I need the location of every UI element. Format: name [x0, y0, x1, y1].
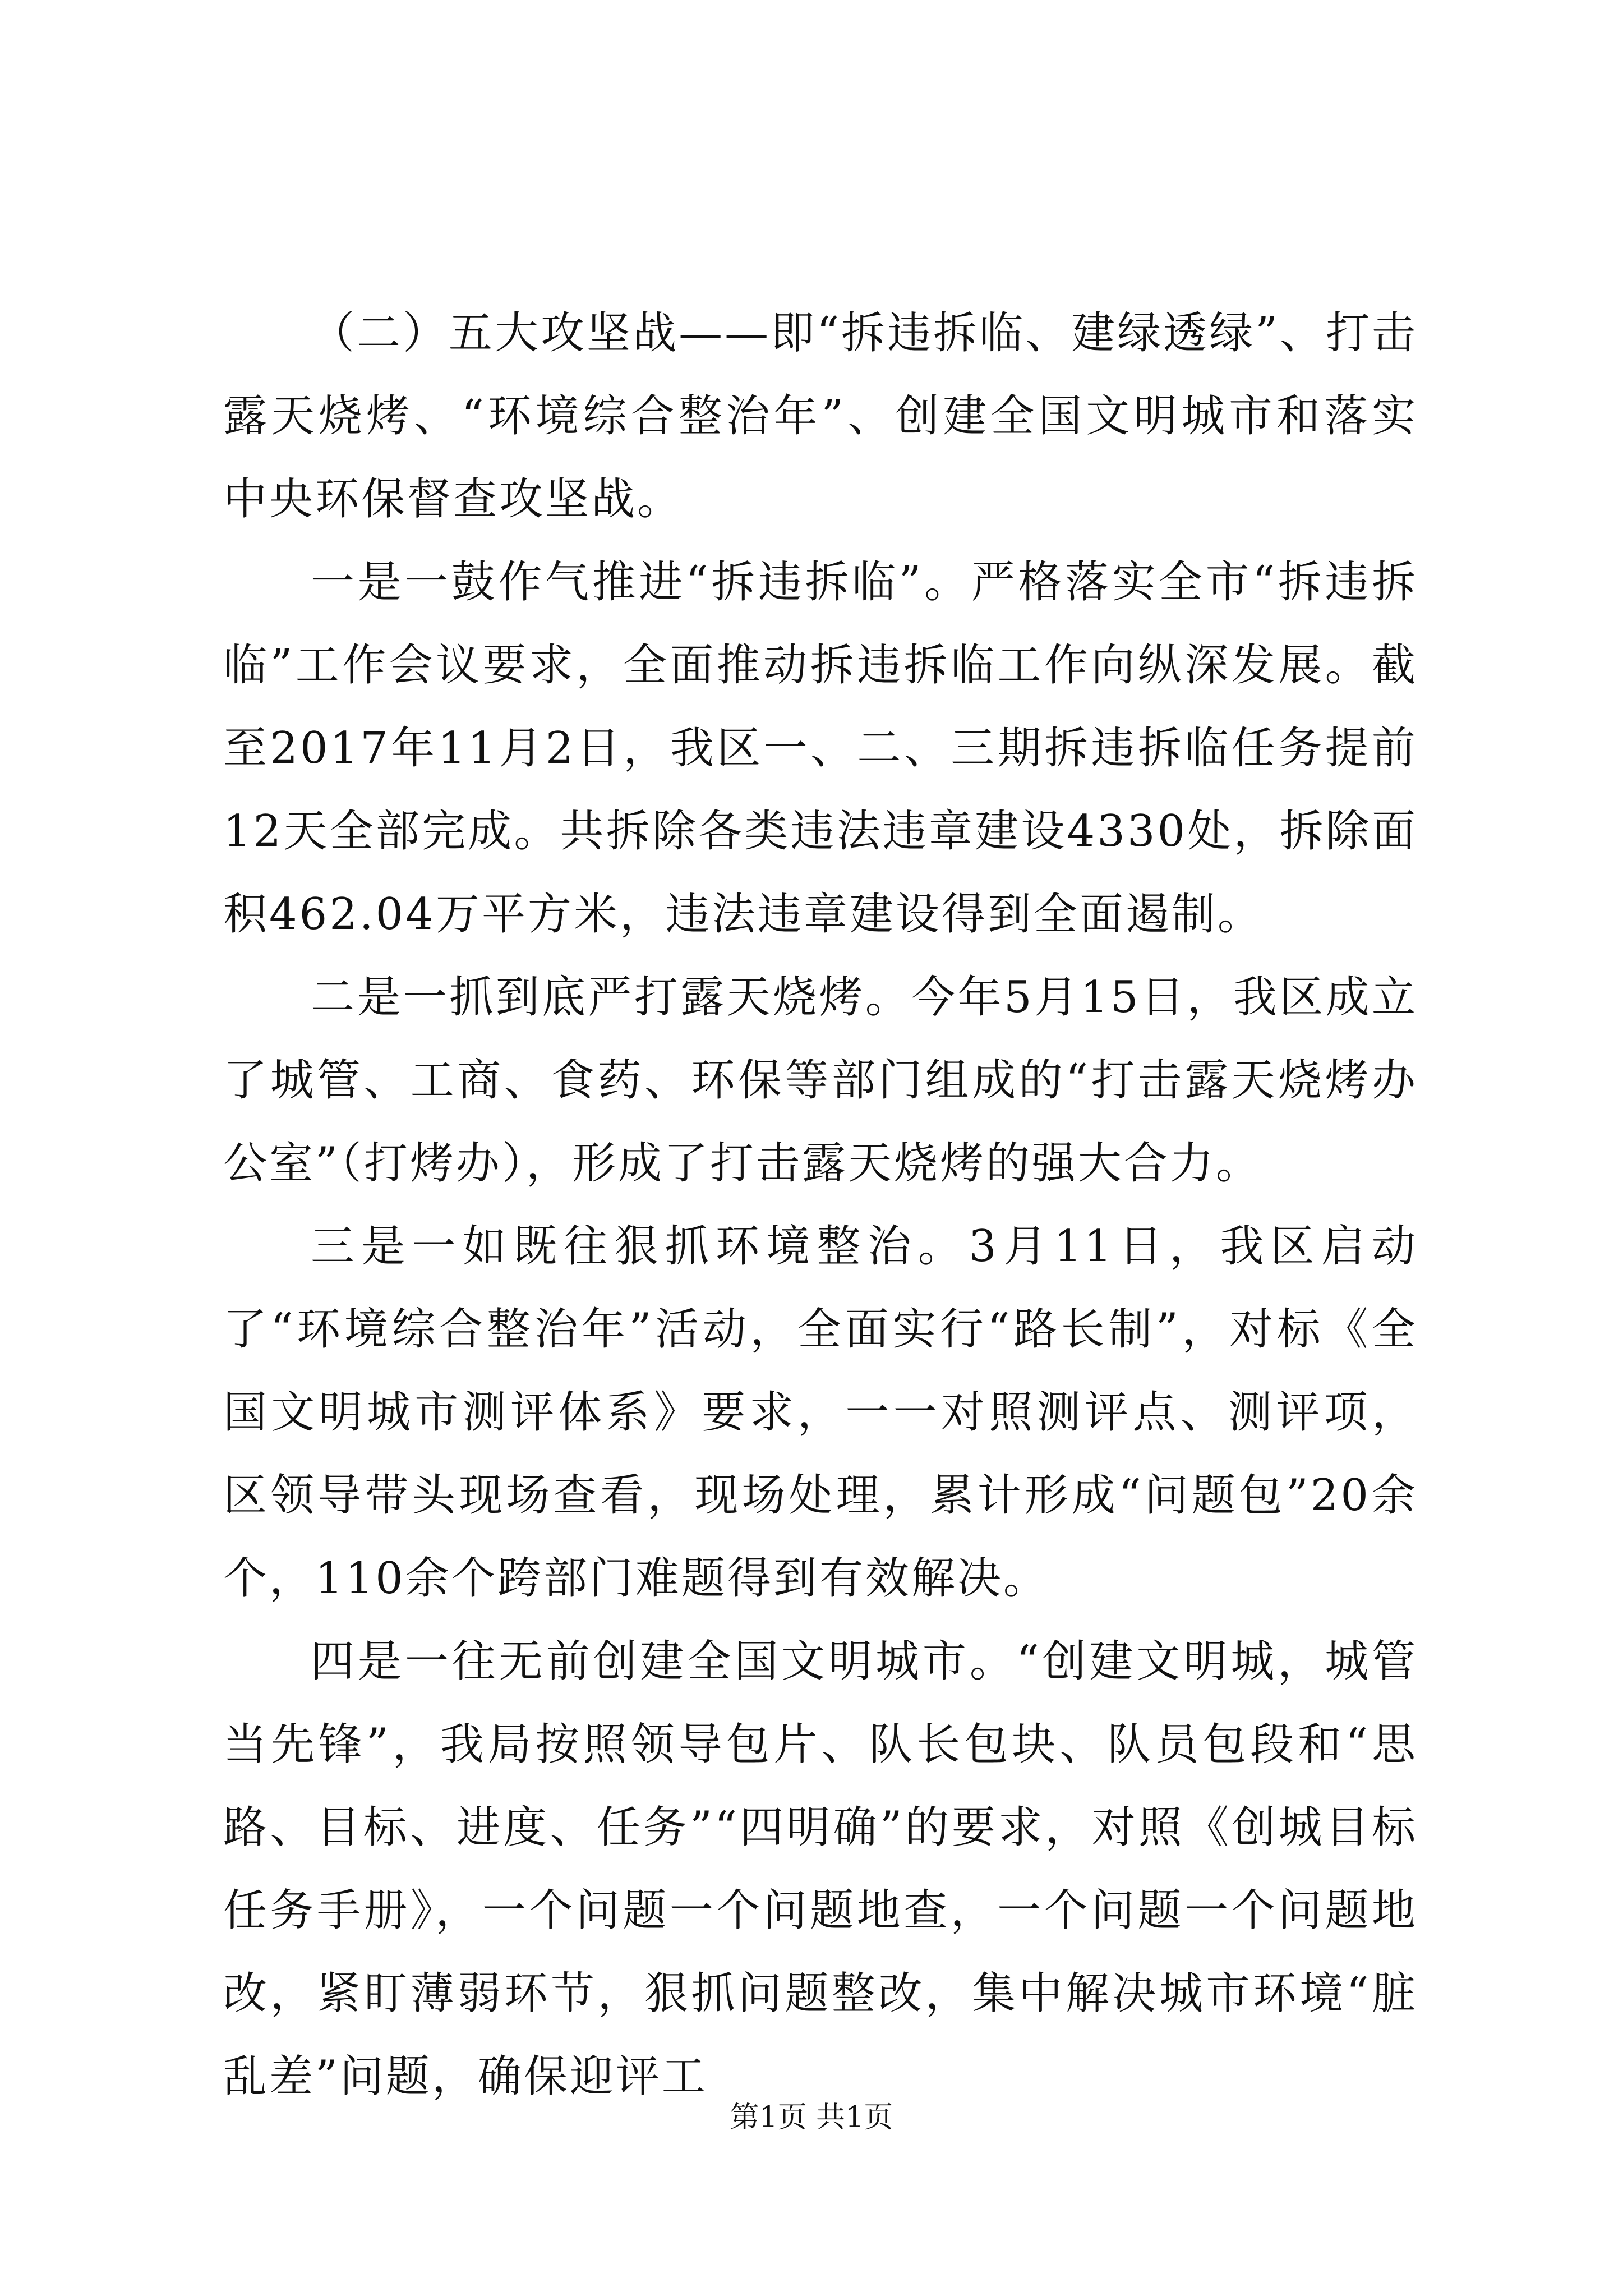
paragraph-five-campaigns: （二）五大攻坚战——即“拆违拆临、建绿透绿”、打击露天烧烤、“环境综合整治年”、创建全国文明城市和落实中央环保督查攻坚战。 — [223, 308, 1418, 524]
paragraph-outdoor-barbecue: 二是一抓到底严打露天烧烤。今年5月15日，我区成立了城管、工商、食药、环保等部门组成的“打击露天烧烤办公室”（打烤办），形成了打击露天烧烤的强大合力。 — [223, 972, 1418, 1189]
page-footer: 第1页 共1页 — [730, 2101, 893, 2134]
document-body — [223, 292, 1418, 2118]
paragraph-civilized-city: 四是一往无前创建全国文明城市。“创建文明城，城管当先锋”，我局按照领导包片、队长包块、队员包段和“思路、目标、进度、任务”“四明确”的要求，对照《创城目标任务手册》，一个问题一个问题地查，一个问题一个问题地改，紧盯薄弱环节，狠抓问题整改，集中解决城市环境“脏乱差”问题，确保迎评工 — [223, 1636, 1418, 2102]
paragraph-environment-rectification: 三是一如既往狠抓环境整治。3月11日，我区启动了“环境综合整治年”活动，全面实行“路长制”，对标《全国文明城市测评体系》要求，一一对照测评点、测评项，区领导带头现场查看，现场处理，累计形成“问题包”20余个，110余个跨部门难题得到有效解决。 — [223, 1221, 1418, 1604]
paragraph-demolition: 一是一鼓作气推进“拆违拆临”。严格落实全市“拆违拆临”工作会议要求，全面推动拆违拆临工作向纵深发展。截至2017年11月2日，我区一、二、三期拆违拆临任务提前12天全部完成。共拆除各类违法违章建设4330处，拆除面积462.04万平方米，违法违章建设得到全面遏制。 — [223, 557, 1418, 940]
